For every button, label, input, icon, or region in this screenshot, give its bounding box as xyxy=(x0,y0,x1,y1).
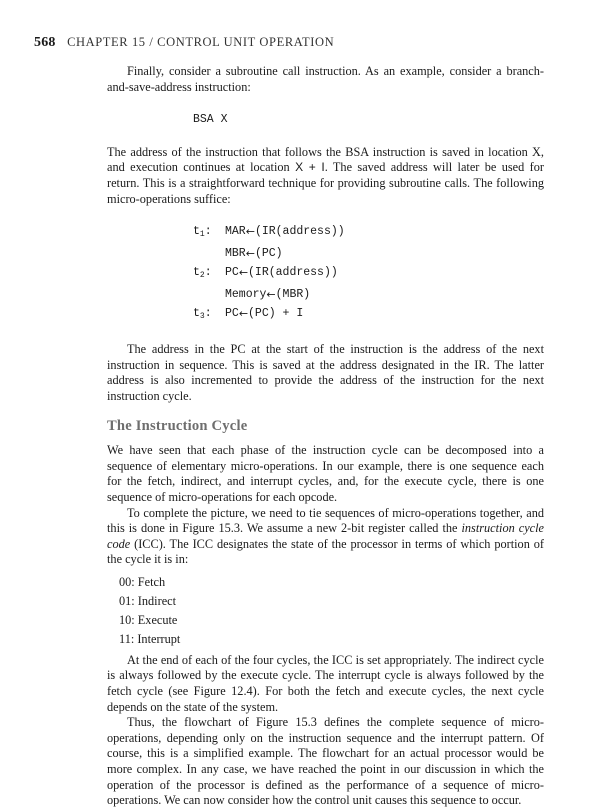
micro-op-row xyxy=(193,304,544,326)
micro-op-dest: PC xyxy=(225,266,239,280)
bsa-code-line: BSA X xyxy=(193,113,228,127)
icc-paragraph xyxy=(107,506,544,568)
list-item: 00: Fetch xyxy=(119,574,166,589)
end-cycle-paragraph: At the end of each of the four cycles, the ICC is set appropriately. The indirect cycle is always followed by the execute cycle. The interrupt cycle is always followed by the fetch cycle (see Figure 12.4). For both the fetch and execute cycles, the next cycle depends on the state of the system. xyxy=(107,652,544,714)
micro-op-dest: PC xyxy=(225,307,239,321)
list-item: 01: Indirect xyxy=(119,593,177,608)
time-step-label: $t_3$: xyxy=(193,307,212,322)
icc-term: instruction cycle code xyxy=(107,521,544,551)
micro-op-src: (PC) + I xyxy=(248,307,304,321)
left-arrow-icon: ← xyxy=(238,307,249,321)
page-body xyxy=(107,64,544,809)
micro-op-row xyxy=(193,263,544,285)
micro-op-dest: Memory xyxy=(225,288,267,302)
intro-paragraph: Finally, consider a subroutine call instruction. As an example, consider a branch-and-save-address instruction: xyxy=(107,64,544,94)
bsa-paragraph-text-1: The address of the instruction that follows the BSA instruction is saved in location X, and execution continues at location xyxy=(107,144,544,175)
bsa-math-expression: X + I xyxy=(295,160,325,175)
page-number: 568 xyxy=(34,35,56,50)
micro-op-row xyxy=(193,244,544,263)
left-arrow-icon: ← xyxy=(266,288,276,302)
icc-paragraph-text-1: To complete the picture, we need to tie sequences of micro-operations together, and this is done in Figure 15.3. We assume a new 2-bit register called the xyxy=(107,505,544,536)
list-item: 10: Execute xyxy=(119,612,178,627)
pc-paragraph: The address in the PC at the start of the instruction is the address of the next instruction in sequence. This is saved at the address designated in the IR. The latter address is also incremented to provide the address of the instruction for the next instruction cycle. xyxy=(107,342,544,403)
list-item: 11: Interrupt xyxy=(119,631,181,646)
micro-op-row xyxy=(193,222,544,244)
icc-paragraph-text-2: (ICC). The ICC designates the state of the processor in terms of which portion of the cycle it is in: xyxy=(107,536,544,567)
micro-operations-block xyxy=(193,222,544,326)
icc-state-list xyxy=(119,573,544,649)
cycle-paragraph: We have seen that each phase of the instruction cycle can be decomposed into a sequence of elementary micro-operations. In our example, there is one sequence each for the fetch, indirect, and interrupt cycles, and, for the execute cycle, there is one sequence of micro-operations for each opcode. xyxy=(107,443,544,504)
left-arrow-icon: ← xyxy=(238,266,249,280)
left-arrow-icon: ← xyxy=(245,225,255,239)
flowchart-paragraph: Thus, the flowchart of Figure 15.3 defines the complete sequence of micro-operations, depending only on the instruction sequence and the interrupt pattern. Of course, this is a simplified example. The flowchart for an actual processor would be more complex. In any case, we have reached the point in our discussion in which the operation of the processor is defined as the performance of a sequence of micro-operations. We can now consider how the control unit causes this sequence to occur. xyxy=(107,715,544,808)
time-step-label xyxy=(193,285,225,304)
micro-op-dest: MAR xyxy=(225,225,246,239)
time-step-label: $t_1$: xyxy=(193,225,212,240)
time-step-label: $t_2$: xyxy=(193,266,212,281)
page-header xyxy=(34,34,334,51)
section-heading: The Instruction Cycle xyxy=(107,417,248,434)
micro-op-dest: MBR xyxy=(225,247,246,261)
left-arrow-icon: ← xyxy=(245,247,255,261)
micro-op-src: (IR(address)) xyxy=(248,266,338,280)
bsa-paragraph-text-2: . The saved address will later be used for return. This is a straightforward technique for providing subroutine calls. The following micro-operations suffice: xyxy=(107,160,545,206)
time-step-label xyxy=(193,244,225,263)
micro-op-src: (MBR) xyxy=(275,288,311,302)
bsa-paragraph xyxy=(107,145,544,207)
micro-op-src: (IR(address)) xyxy=(254,225,345,239)
running-head: CHAPTER 15 / CONTROL UNIT OPERATION xyxy=(67,35,335,49)
micro-op-row xyxy=(193,285,544,304)
micro-op-src: (PC) xyxy=(254,247,283,261)
